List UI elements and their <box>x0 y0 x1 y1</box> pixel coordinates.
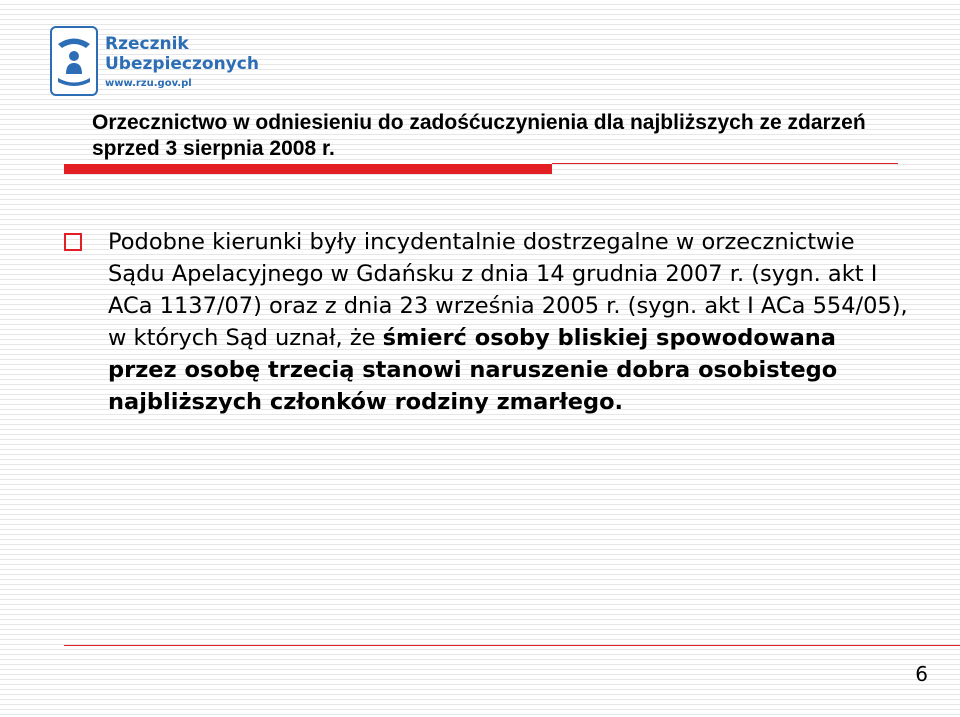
logo-text-line1: Rzecznik <box>105 34 189 54</box>
hollow-square-bullet-icon <box>64 233 82 251</box>
footer-divider <box>64 645 960 646</box>
page-number: 6 <box>915 662 928 686</box>
title-underline-thin <box>552 163 898 164</box>
title-underline-thick <box>64 164 552 174</box>
bullet-paragraph <box>108 226 908 418</box>
bullet-text-bold: śmierć osoby bliskiej spowodowana przez osobę trzecią stanowi naruszenie dobra osobistego najbliższych członków rodziny zmarłego. <box>108 325 838 415</box>
logo <box>50 26 290 96</box>
slide-title: Orzecznictwo w odniesieniu do zadośćuczynienia dla najbliższych ze zdarzeń sprzed 3 sierpnia 2008 r. <box>92 111 866 160</box>
bullet-text-normal: Podobne kierunki były incydentalnie dostrzegalne w orzecznictwie Sądu Apelacyjnego w Gdańsku z dnia 14 grudnia 2007 r. (sygn. akt I ACa 1137/07) oraz z dnia 23 września 2005 r. (sygn. akt I ACa 554/05), w których Sąd uznał, że <box>108 229 908 351</box>
logo-emblem <box>50 26 98 96</box>
logo-url: www.rzu.gov.pl <box>105 78 192 89</box>
logo-text-line2: Ubezpieczonych <box>105 54 259 74</box>
protecting-hands-person-icon <box>55 32 93 90</box>
